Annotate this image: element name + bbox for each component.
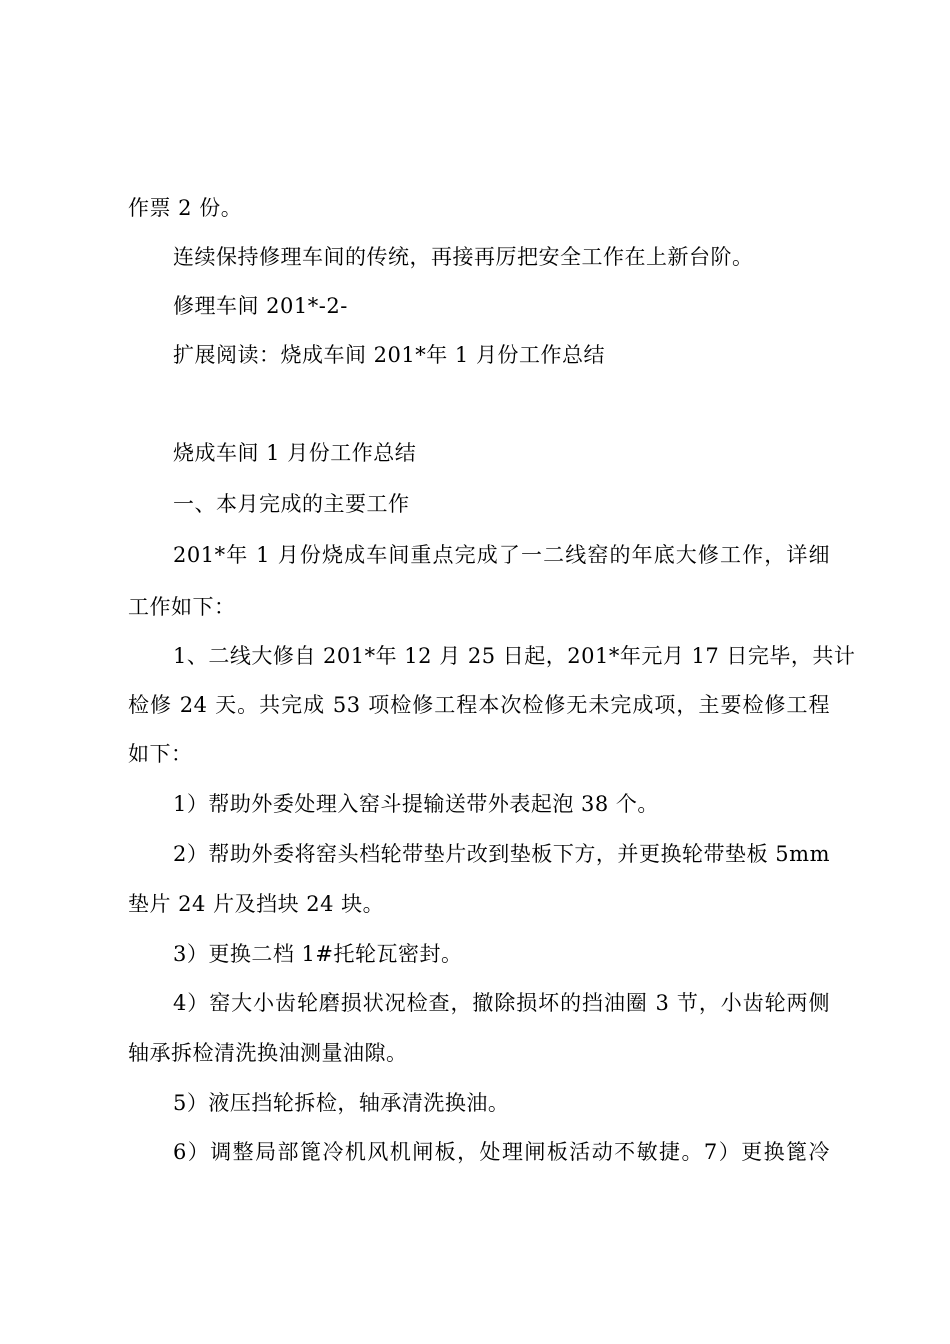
text-line-12: 1）帮助外委处理入窑斗提输送带外表起泡 38 个。: [173, 792, 659, 816]
text-line-19: 6）调整局部篦冷机风机闸板，处理闸板活动不敏捷。7）更换篦冷: [173, 1140, 830, 1164]
text-line-11: 如下：: [128, 742, 193, 766]
text-line-3: 修理车间 201*-2-: [173, 294, 348, 318]
text-line-6: 一、本月完成的主要工作: [173, 492, 410, 516]
text-line-4: 扩展阅读：烧成车间 201*年 1 月份工作总结: [173, 343, 605, 367]
text-line-5: 烧成车间 1 月份工作总结: [173, 441, 417, 465]
text-line-9: 1、二线大修自 201*年 12 月 25 日起，201*年元月 17 日完毕，共计: [173, 644, 856, 668]
text-line-16: 4）窑大小齿轮磨损状况检查，撤除损坏的挡油圈 3 节，小齿轮两侧: [173, 991, 830, 1015]
text-line-15: 3）更换二档 1#托轮瓦密封。: [173, 942, 463, 966]
text-line-14: 垫片 24 片及挡块 24 块。: [128, 892, 385, 916]
text-line-18: 5）液压挡轮拆检，轴承清洗换油。: [173, 1091, 510, 1115]
text-line-2: 连续保持修理车间的传统，再接再厉把安全工作在上新台阶。: [173, 245, 754, 269]
text-line-1: 作票 2 份。: [128, 196, 243, 220]
text-line-13: 2）帮助外委将窑头档轮带垫片改到垫板下方，并更换轮带垫板 5mm: [173, 842, 830, 866]
text-line-7: 201*年 1 月份烧成车间重点完成了一二线窑的年底大修工作，详细: [173, 543, 830, 567]
text-line-8: 工作如下：: [128, 595, 236, 619]
text-line-17: 轴承拆检清洗换油测量油隙。: [128, 1041, 408, 1065]
text-line-10: 检修 24 天。共完成 53 项检修工程本次检修无未完成项，主要检修工程: [128, 693, 830, 717]
